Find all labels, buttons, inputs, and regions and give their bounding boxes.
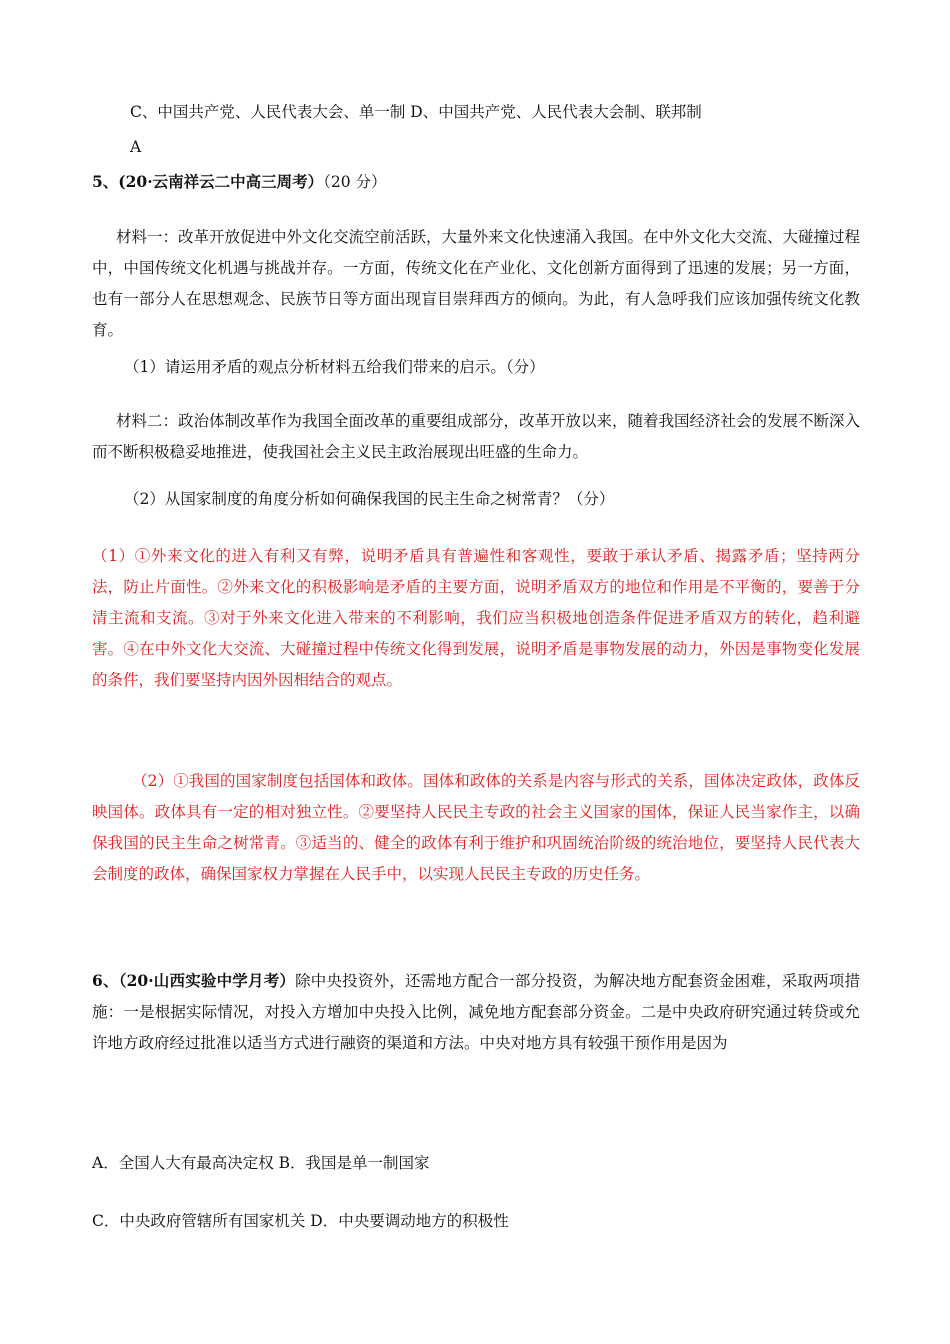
q6-source: （20·山西实验中学月考） — [118, 971, 296, 990]
q4-options-cd: C、中国共产党、人民代表大会、单一制 D、中国共产党、人民代表大会制、联邦制 — [130, 103, 702, 121]
q5-material2: 材料二：政治体制改革作为我国全面改革的重要组成部分，改革开放以来，随着我国经济社会的发展不断深入而不断积极稳妥地推进，使我国社会主义民主政治展现出旺盛的生命力。 — [92, 412, 861, 461]
q5-question1: （1）请运用矛盾的观点分析材料五给我们带来的启示。（分） — [124, 358, 545, 376]
q5-answer2: （2）①我国的国家制度包括国体和政体。国体和政体的关系是内容与形式的关系，国体决定政体，政体反映国体。政体具有一定的相对独立性。②要坚持人民民主专政的社会主义国家的国体，保证人民当家作主，以确保我国的民主生命之树常青。③适当的、健全的政体有利于维护和巩固统治阶级的统治地位，要坚持人民代表大会制度的政体，确保国家权力掌握在人民手中，以实现人民民主专政的历史任务。 — [92, 772, 860, 883]
q5-heading — [92, 172, 387, 192]
q5-score: （20 分） — [323, 173, 387, 191]
q6-option-ab: A．全国人大有最高决定权 B．我国是单一制国家 — [92, 1154, 430, 1172]
q5-answer1: （1）①外来文化的进入有利又有弊，说明矛盾具有普遍性和客观性，要敢于承认矛盾、揭露矛盾；坚持两分法，防止片面性。②外来文化的积极影响是矛盾的主要方面，说明矛盾双方的地位和作用是不平衡的，要善于分清主流和支流。③对于外来文化进入带来的不利影响，我们应当积极地创造条件促进矛盾双方的转化，趋利避害。④在中外文化大交流、大碰撞过程中传统文化得到发展，说明矛盾是事物发展的动力，外因是事物变化发展的条件，我们要坚持内因外因相结合的观点。 — [92, 547, 860, 689]
q6-option-cd: C．中央政府管辖所有国家机关 D．中央要调动地方的积极性 — [92, 1212, 509, 1230]
q4-answer: A — [130, 138, 142, 156]
q6-stem — [92, 965, 860, 1059]
q6-number: 6、 — [92, 971, 119, 990]
q6-text: 除中央投资外，还需地方配合一部分投资，为解决地方配套资金困难，采取两项措施：一是根据实际情况，对投入方增加中央投入比例，减免地方配套部分资金。二是中央政府研究通过转贷或允许地方政府经过批准以适当方式进行融资的渠道和方法。中央对地方具有较强干预作用是因为 — [92, 972, 860, 1052]
q5-question2: （2）从国家制度的角度分析如何确保我国的民主生命之树常青？（分） — [124, 490, 615, 508]
q5-material1: 材料一：改革开放促进中外文化交流空前活跃，大量外来文化快速涌入我国。在中外文化大交流、大碰撞过程中，中国传统文化机遇与挑战并存。一方面，传统文化在产业化、文化创新方面得到了迅速的发展；另一方面，也有一部分人在思想观念、民族节日等方面出现盲目崇拜西方的倾向。为此，有人急呼我们应该加强传统文化教育。 — [92, 228, 861, 339]
q5-number: 5、 — [92, 172, 119, 191]
q5-source: (20·云南祥云二中高三周考） — [118, 172, 324, 191]
